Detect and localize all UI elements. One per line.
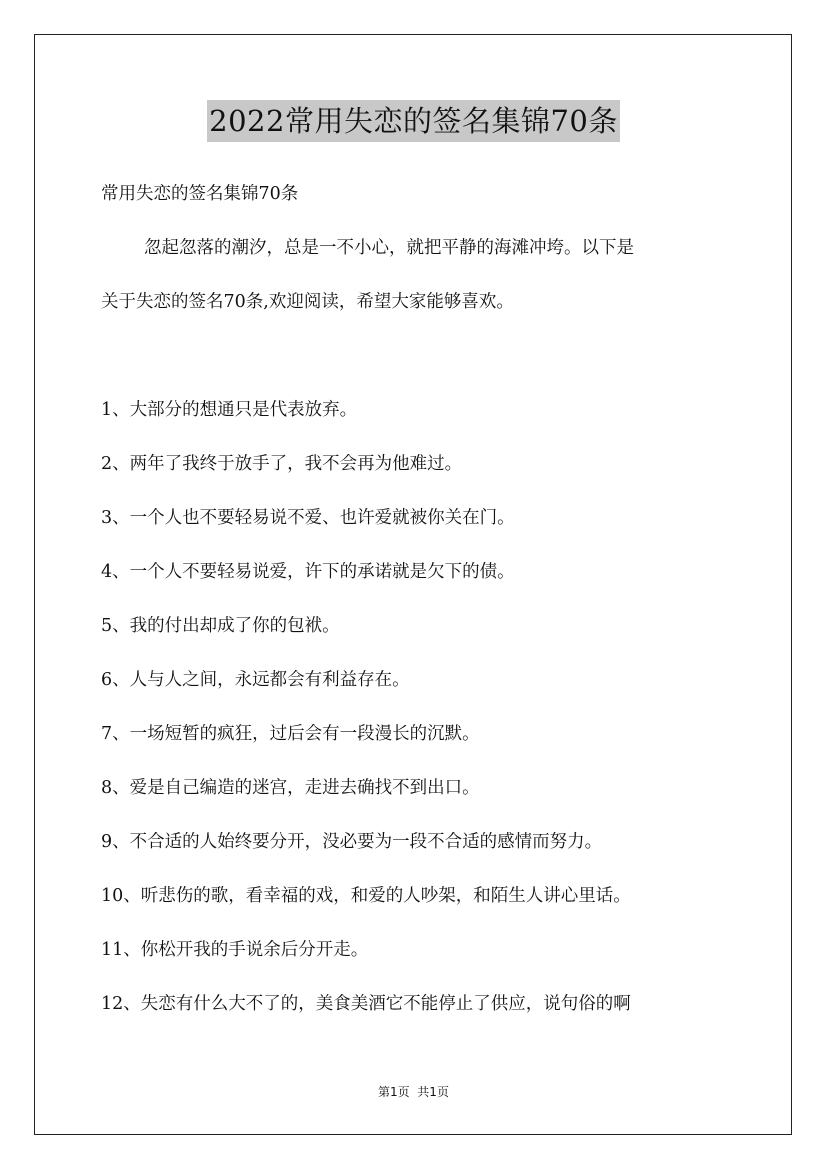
intro-line-2: 关于失恋的签名70条,欢迎阅读，希望大家能够喜欢。 xyxy=(101,292,514,312)
page-footer: 第1页 共1页 xyxy=(378,1085,449,1099)
list-item: 6、人与人之间，永远都会有利益存在。 xyxy=(101,670,410,690)
list-item: 9、不合适的人始终要分开，没必要为一段不合适的感情而努力。 xyxy=(101,832,603,852)
intro-line-1: 忽起忽落的潮汐，总是一不小心，就把平静的海滩冲垮。以下是 xyxy=(144,238,634,258)
list-item: 11、你松开我的手说余后分开走。 xyxy=(101,940,369,960)
list-item: 2、两年了我终于放手了，我不会再为他难过。 xyxy=(101,454,463,474)
title-container xyxy=(0,100,827,142)
list-item: 7、一场短暂的疯狂，过后会有一段漫长的沉默。 xyxy=(101,724,480,744)
document-title: 2022常用失恋的签名集锦70条 xyxy=(207,100,620,142)
list-item: 1、大部分的想通只是代表放弃。 xyxy=(101,400,358,420)
list-item: 3、一个人也不要轻易说不爱、也许爱就被你关在门。 xyxy=(101,508,515,528)
document-subtitle: 常用失恋的签名集锦70条 xyxy=(101,184,299,204)
list-item: 10、听悲伤的歌，看幸福的戏，和爱的人吵架，和陌生人讲心里话。 xyxy=(101,886,631,906)
list-item: 8、爱是自己编造的迷宫，走进去确找不到出口。 xyxy=(101,778,480,798)
list-item: 5、我的付出却成了你的包袱。 xyxy=(101,616,340,636)
list-item: 4、一个人不要轻易说爱，许下的承诺就是欠下的债。 xyxy=(101,562,515,582)
list-item: 12、失恋有什么大不了的，美食美酒它不能停止了供应，说句俗的啊 xyxy=(101,994,631,1014)
